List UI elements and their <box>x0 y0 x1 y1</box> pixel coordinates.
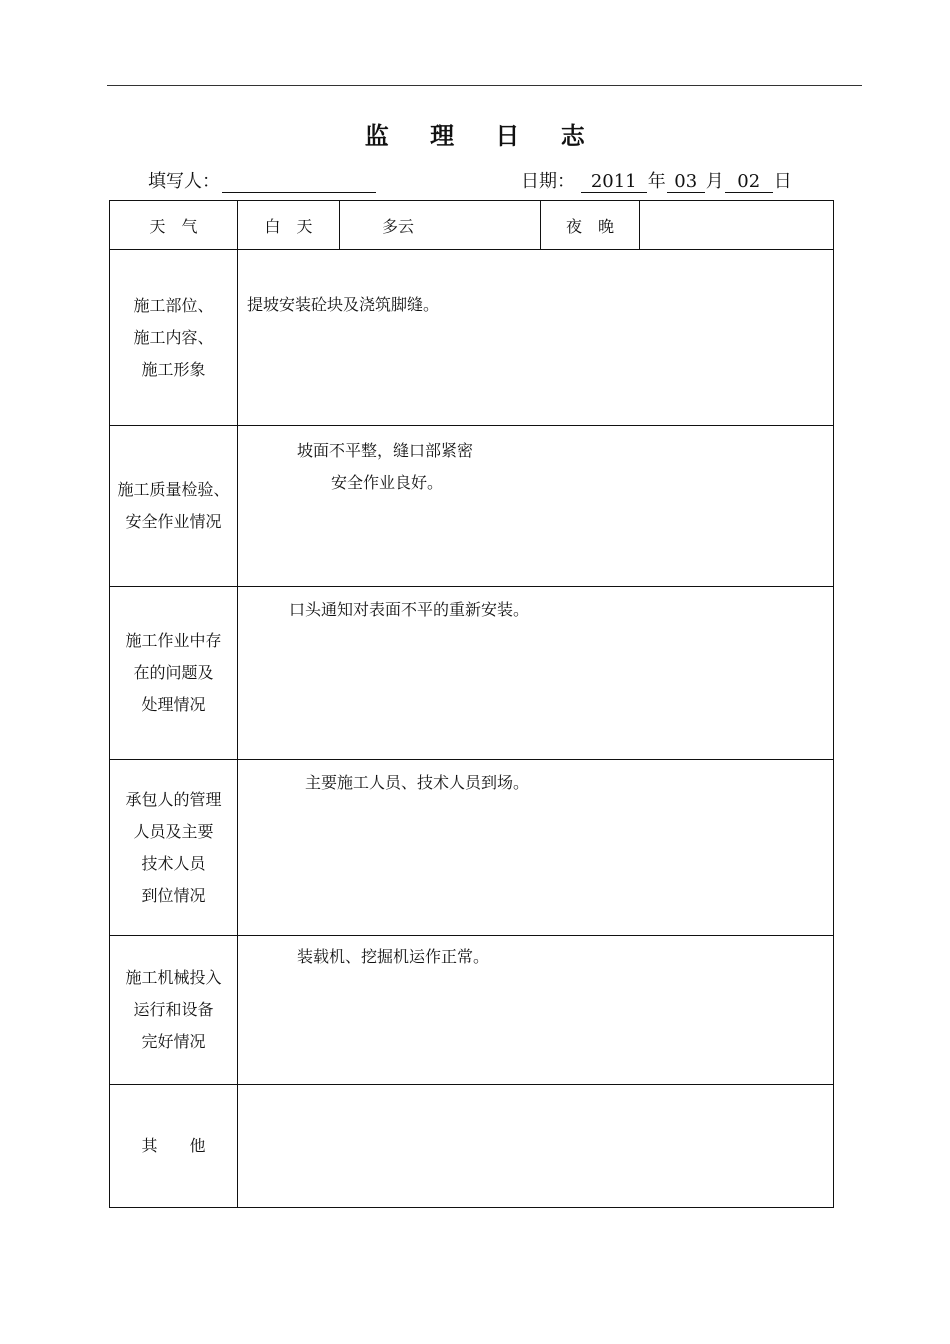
day-unit: 日 <box>773 171 792 192</box>
label-line: 施工机械投入 <box>125 968 222 987</box>
label-line: 人员及主要 <box>133 821 214 841</box>
section-label <box>110 936 238 1085</box>
daytime-weather: 多云 <box>340 201 541 250</box>
date-field <box>521 167 793 193</box>
section-content <box>238 587 834 760</box>
section-content <box>238 936 834 1085</box>
section-content <box>238 250 834 426</box>
content-line: 提坡安装砼块及浇筑脚缝。 <box>247 295 440 314</box>
section-label <box>110 760 238 936</box>
section-row <box>110 1085 834 1208</box>
filler-label: 填写人： <box>148 171 220 192</box>
content-line: 口头通知对表面不平的重新安装。 <box>289 600 530 619</box>
section-row <box>110 936 834 1085</box>
label-line: 运行和设备 <box>133 1000 214 1019</box>
label-line: 在的问题及 <box>133 663 214 682</box>
filler-value <box>222 171 376 193</box>
section-row <box>110 587 834 760</box>
section-content <box>238 1085 834 1208</box>
title-char: 志 <box>560 122 586 150</box>
label-line: 承包人的管理 <box>125 789 222 809</box>
section-label <box>110 1085 238 1208</box>
section-content <box>238 760 834 936</box>
label-line: 施工内容、 <box>133 327 214 347</box>
date-year: 2011 <box>581 171 647 193</box>
date-label: 日期： <box>521 171 575 192</box>
night-weather <box>640 201 834 250</box>
content-line: 装载机、挖掘机运作正常。 <box>297 947 490 966</box>
filler-field <box>148 167 376 193</box>
supervision-log-table <box>109 200 834 1208</box>
content-line: 坡面不平整，缝口部紧密 <box>297 441 474 460</box>
date-day: 02 <box>725 171 773 193</box>
label-line: 施工部位、 <box>133 295 214 315</box>
label-line: 技术人员 <box>141 853 206 873</box>
label-line: 其 他 <box>141 1136 206 1155</box>
weather-row <box>110 201 834 250</box>
page-title <box>0 116 950 151</box>
title-char: 监 <box>364 122 390 150</box>
month-unit: 月 <box>705 171 724 192</box>
content-line: 安全作业良好。 <box>331 473 444 492</box>
section-content <box>238 426 834 587</box>
daytime-label: 白 天 <box>238 201 340 250</box>
label-line: 安全作业情况 <box>125 512 222 531</box>
night-label: 夜 晚 <box>541 201 640 250</box>
title-char: 日 <box>495 122 520 150</box>
label-line: 施工形象 <box>141 359 206 379</box>
weather-label: 天 气 <box>110 201 238 250</box>
label-line: 处理情况 <box>141 695 206 714</box>
section-label <box>110 587 238 760</box>
label-line: 施工作业中存 <box>125 631 222 650</box>
section-row <box>110 426 834 587</box>
year-unit: 年 <box>647 171 666 192</box>
label-line: 完好情况 <box>141 1032 206 1051</box>
header-rule <box>107 85 862 86</box>
section-row <box>110 760 834 936</box>
section-row <box>110 250 834 426</box>
section-label <box>110 250 238 426</box>
content-line: 主要施工人员、技术人员到场。 <box>305 773 530 792</box>
title-char: 理 <box>430 122 455 150</box>
section-label <box>110 426 238 587</box>
date-month: 03 <box>667 171 705 193</box>
label-line: 施工质量检验、 <box>117 480 230 499</box>
label-line: 到位情况 <box>141 885 206 905</box>
